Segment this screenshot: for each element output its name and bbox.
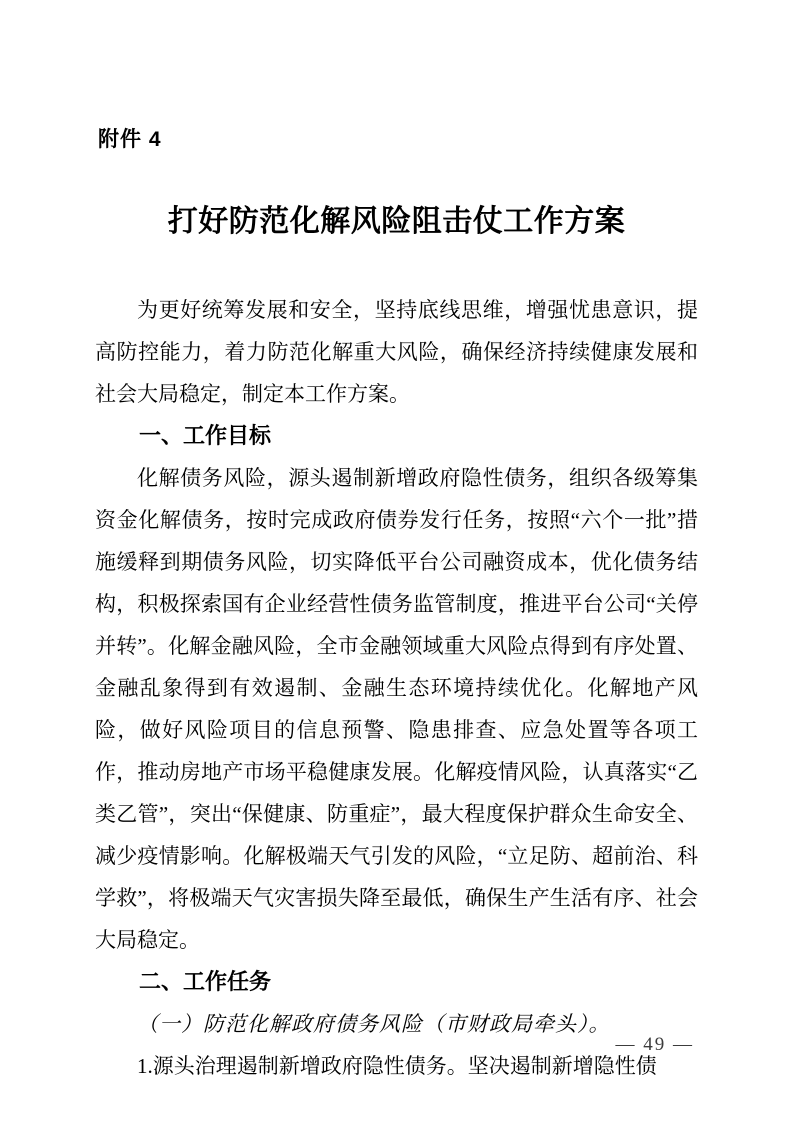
work-goals-paragraph: 化解债务风险，源头遏制新增政府隐性债务，组织各级筹集资金化解债务，按时完成政府债券发行任务，按照“六个一批”措施缓释到期债务风险，切实降低平台公司融资成本，优化债务结构，积极探索国有企业经营性债务监管制度，推进平台公司“关停并转”。化解金融风险，全市金融领域重大风险点得到有序处置、金融乱象得到有效遏制、金融生态环境持续优化。化解地产风险，做好风险项目的信息预警、隐患排查、应急处置等各项工作，推动房地产市场平稳健康发展。化解疫情风险，认真落实“乙类乙管”，突出“保健康、防重症”，最大程度保护群众生命安全、减少疫情影响。化解极端天气引发的风险，“立足防、超前治、科学救”，将极端天气灾害损失降至最低，确保生产生活有序、社会大局稳定。 <box>95 466 698 952</box>
task1-item1-paragraph: 1.源头治理遏制新增政府隐性债务。坚决遏制新增隐性债 <box>137 1054 657 1078</box>
intro-paragraph: 为更好统筹发展和安全，坚持底线思维，增强忧患意识，提高防控能力，着力防范化解重大风险，确保经济持续健康发展和社会大局稳定，制定本工作方案。 <box>95 298 698 406</box>
document-body <box>95 289 698 1087</box>
section-heading-work-goals: 一、工作目标 <box>139 423 272 448</box>
annex-label: 附件 4 <box>98 128 162 151</box>
page-number: — 49 — <box>615 1034 694 1055</box>
document-title: 打好防范化解风险阻击仗工作方案 <box>167 205 626 238</box>
section-heading-work-tasks: 二、工作任务 <box>139 969 272 994</box>
task1-subheading: （一）防范化解政府债务风险（市财政局牵头）。 <box>137 1012 611 1036</box>
